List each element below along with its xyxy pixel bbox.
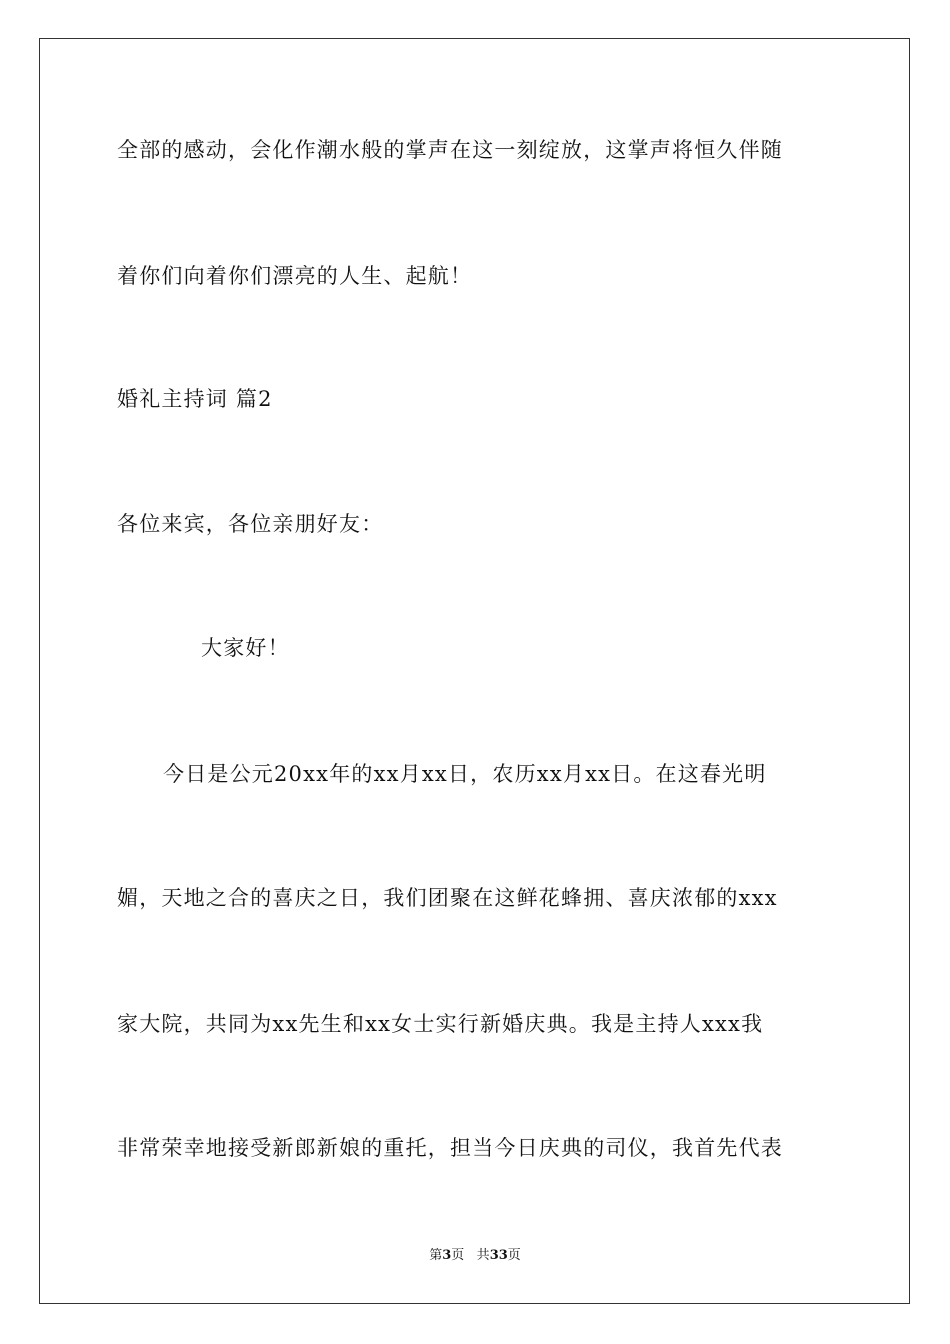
footer-page-prefix: 第 <box>429 1248 443 1263</box>
footer-page-number: 3 <box>442 1248 452 1263</box>
footer-total-suffix: 页 <box>507 1248 521 1263</box>
body-text-line-1: 全部的感动，会化作潮水般的掌声在这一刻绽放，这掌声将恒久伴随 <box>117 138 783 162</box>
body-text-line-3: 今日是公元20xx年的xx月xx日，农历xx月xx日。在这春光明 <box>163 762 767 786</box>
page-border <box>39 38 910 1304</box>
salutation: 各位来宾，各位亲朋好友： <box>117 512 384 536</box>
page-footer <box>0 1247 950 1265</box>
footer-page-suffix: 页 <box>451 1248 465 1263</box>
body-text-line-6: 非常荣幸地接受新郎新娘的重托，担当今日庆典的司仪，我首先代表 <box>117 1136 783 1160</box>
body-text-line-4: 媚，天地之合的喜庆之日，我们团聚在这鲜花蜂拥、喜庆浓郁的xxx <box>117 886 778 910</box>
body-text-line-5: 家大院，共同为xx先生和xx女士实行新婚庆典。我是主持人xxx我 <box>117 1012 764 1036</box>
greeting: 大家好！ <box>201 636 290 660</box>
body-text-line-2: 着你们向着你们漂亮的人生、起航！ <box>117 264 473 288</box>
section-heading: 婚礼主持词 篇2 <box>117 387 273 411</box>
footer-total-prefix: 共 <box>476 1248 490 1263</box>
footer-total-pages: 33 <box>489 1248 508 1263</box>
